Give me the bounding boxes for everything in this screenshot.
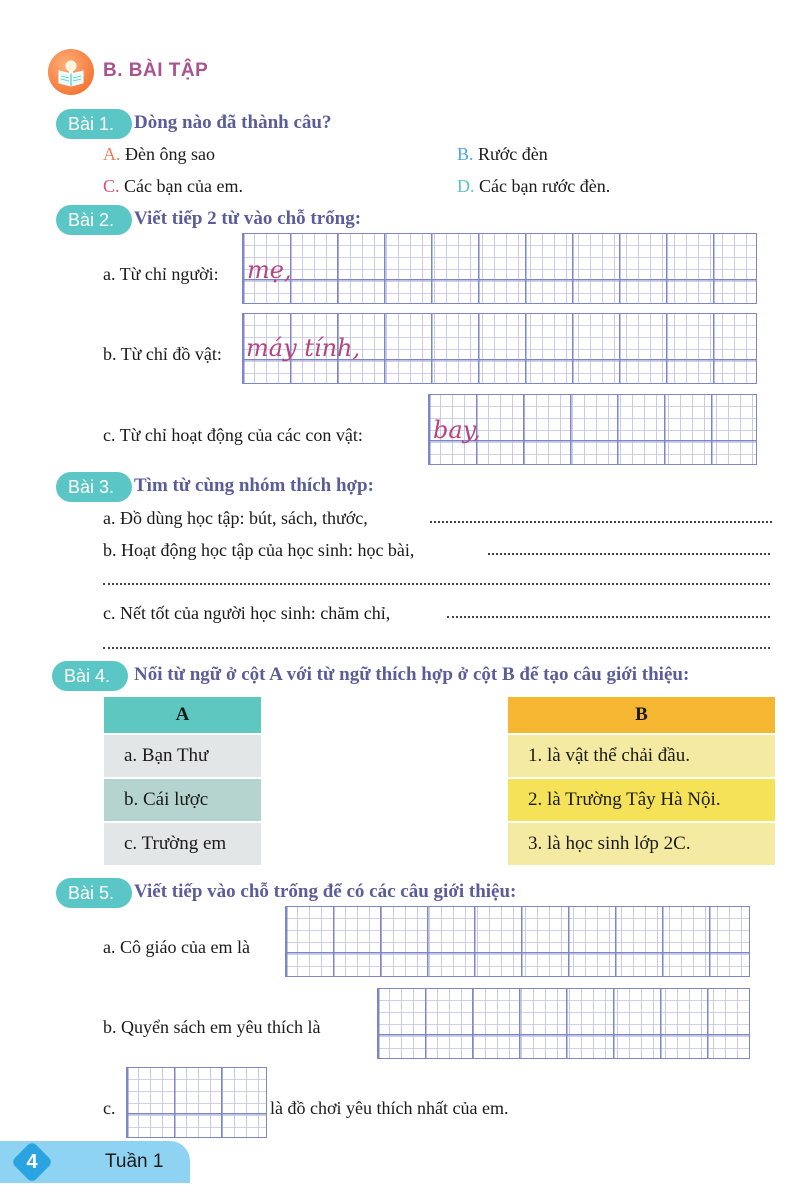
exercise-5-badge: Bài 5. <box>56 878 132 908</box>
ex3-item-a-label: a. Đồ dùng học tập: bút, sách, thước, <box>103 508 368 528</box>
ex5-item-b-label: b. Quyển sách em yêu thích là <box>103 1017 321 1037</box>
column-a-row[interactable]: c. Trường em <box>104 821 261 865</box>
ex5-item-c-writing-grid[interactable] <box>126 1067 267 1138</box>
ex3-item-b-answer-line-2[interactable] <box>103 583 770 585</box>
ex5-item-b-writing-grid[interactable] <box>377 988 750 1059</box>
ex3-item-c-answer-line[interactable] <box>447 616 770 618</box>
ex3-item-c-answer-line-2[interactable] <box>103 647 770 649</box>
ex2-item-c-label: c. Từ chỉ hoạt động của các con vật: <box>103 425 363 445</box>
ex3-item-b-answer-line[interactable] <box>488 553 770 555</box>
column-a-row[interactable]: a. Bạn Thư <box>104 733 261 777</box>
ex2-item-b-writing-grid[interactable] <box>242 313 757 384</box>
option-c: C. Các bạn của em. <box>103 176 243 196</box>
exercise-3-badge: Bài 3. <box>56 472 132 502</box>
option-a: A. Đèn ông sao <box>103 144 215 164</box>
ex2-item-b-answer: máy tính, <box>246 334 361 362</box>
exercise-4-question: Nối từ ngữ ở cột A với từ ngữ thích hợp ở cột B để tạo câu giới thiệu: <box>134 664 690 685</box>
ex3-item-a-answer-line[interactable] <box>430 521 772 523</box>
ex5-item-c-prefix: c. <box>103 1098 116 1118</box>
ex3-item-b-label: b. Hoạt động học tập của học sinh: học bài, <box>103 540 415 560</box>
ex5-item-c-suffix: là đồ chơi yêu thích nhất của em. <box>270 1098 509 1118</box>
column-b-row[interactable]: 3. là học sinh lớp 2C. <box>508 821 775 865</box>
ex2-item-c-answer: bay, <box>433 416 481 444</box>
exercise-4-badge: Bài 4. <box>52 661 128 691</box>
ex2-item-a-label: a. Từ chỉ người: <box>103 264 219 284</box>
ex2-item-a-answer: mẹ, <box>247 256 292 284</box>
column-a-row[interactable]: b. Cái lược <box>104 777 261 821</box>
ex2-item-b-label: b. Từ chỉ đồ vật: <box>103 344 222 364</box>
exercise-1-question: Dòng nào đã thành câu? <box>134 112 332 133</box>
ex3-item-c-label: c. Nết tốt của người học sinh: chăm chỉ, <box>103 603 391 623</box>
option-d: D. Các bạn rước đèn. <box>457 176 611 196</box>
book-lightbulb-icon <box>48 49 94 95</box>
exercise-3-question: Tìm từ cùng nhóm thích hợp: <box>134 475 374 496</box>
column-b-row[interactable]: 1. là vật thể chải đầu. <box>508 733 775 777</box>
column-a-table <box>104 697 261 865</box>
option-b: B. Rước đèn <box>457 144 548 164</box>
exercise-5-question: Viết tiếp vào chỗ trống để có các câu giới thiệu: <box>134 881 517 902</box>
column-b-table <box>508 697 775 865</box>
exercise-2-question: Viết tiếp 2 từ vào chỗ trống: <box>134 208 362 229</box>
ex5-item-a-label: a. Cô giáo của em là <box>103 937 250 957</box>
ex2-item-c-writing-grid[interactable] <box>428 394 757 465</box>
page-number: 4 <box>26 1151 38 1173</box>
column-b-header: B <box>508 697 775 733</box>
exercise-2-badge: Bài 2. <box>56 205 132 235</box>
ex5-item-a-writing-grid[interactable] <box>285 906 750 977</box>
week-label: Tuần 1 <box>105 1151 164 1172</box>
ex2-item-a-writing-grid[interactable] <box>242 233 757 304</box>
section-title: B. BÀI TẬP <box>103 60 209 81</box>
column-b-row[interactable]: 2. là Trường Tây Hà Nội. <box>508 777 775 821</box>
exercise-1-badge: Bài 1. <box>56 109 132 139</box>
column-a-header: A <box>104 697 261 733</box>
